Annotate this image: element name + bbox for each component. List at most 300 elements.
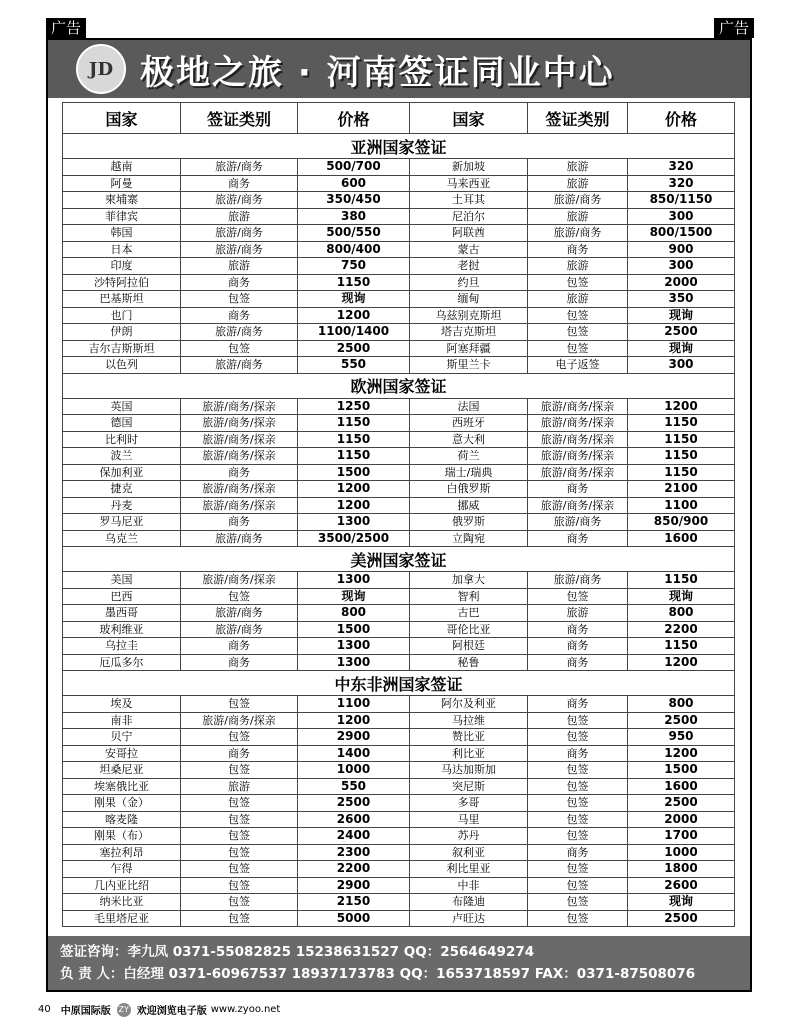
cell-country: 日本: [63, 241, 181, 258]
cell-country: 越南: [63, 159, 181, 176]
cell-country-2: 白俄罗斯: [410, 481, 528, 498]
cell-visa-type-2: 商务: [528, 696, 628, 713]
cell-visa-type-2: 包签: [528, 588, 628, 605]
cell-visa-type-2: 包签: [528, 307, 628, 324]
cell-country: 波兰: [63, 448, 181, 465]
contact-line-inquiry: 签证咨询：李九凤 0371-55082825 15238631527 QQ：2564649274: [60, 944, 535, 960]
cell-price-2: 1700: [628, 828, 735, 845]
cell-country: 坦桑尼亚: [63, 762, 181, 779]
cell-visa-type: 包签: [181, 844, 298, 861]
cell-price-2: 2200: [628, 621, 735, 638]
cell-price-2: 现询: [628, 588, 735, 605]
cell-price-2: 1100: [628, 497, 735, 514]
cell-visa-type: 包签: [181, 729, 298, 746]
cell-price-2: 1150: [628, 638, 735, 655]
header-price: 价格: [298, 103, 410, 134]
cell-visa-type: 旅游/商务: [181, 605, 298, 622]
cell-country: 吉尔吉斯斯坦: [63, 340, 181, 357]
cell-country: 贝宁: [63, 729, 181, 746]
table-row: [63, 745, 735, 762]
contact-line-manager: 负 责 人：白经理 0371-60967537 18937173783 QQ：1653718597 FAX：0371-87508076: [60, 966, 696, 982]
cell-price: 2300: [298, 844, 410, 861]
cell-country: 乌拉圭: [63, 638, 181, 655]
footer-url[interactable]: www.zyoo.net: [210, 1004, 281, 1015]
cell-price-2: 850/1150: [628, 192, 735, 209]
cell-visa-type: 旅游/商务: [181, 324, 298, 341]
page-footer: [38, 1002, 280, 1017]
cell-visa-type: 旅游/商务: [181, 357, 298, 374]
cell-price: 现询: [298, 588, 410, 605]
cell-price-2: 现询: [628, 340, 735, 357]
visa-price-table: [62, 102, 735, 927]
cell-country: 以色列: [63, 357, 181, 374]
cell-price: 2500: [298, 340, 410, 357]
table-row: [63, 588, 735, 605]
cell-price: 750: [298, 258, 410, 275]
cell-price: 500/700: [298, 159, 410, 176]
cell-country-2: 尼泊尔: [410, 208, 528, 225]
cell-visa-type: 商务: [181, 464, 298, 481]
cell-visa-type-2: 商务: [528, 638, 628, 655]
cell-visa-type-2: 旅游/商务: [528, 572, 628, 589]
cell-visa-type: 旅游: [181, 208, 298, 225]
cell-visa-type: 旅游/商务/探亲: [181, 415, 298, 432]
visa-price-table-wrap: [62, 102, 734, 927]
cell-visa-type-2: 包签: [528, 795, 628, 812]
cell-country-2: 塔吉克斯坦: [410, 324, 528, 341]
cell-price-2: 320: [628, 159, 735, 176]
table-row: [63, 729, 735, 746]
cell-visa-type: 旅游/商务: [181, 621, 298, 638]
cell-country: 纳米比亚: [63, 894, 181, 911]
cell-price: 2900: [298, 877, 410, 894]
cell-country-2: 挪威: [410, 497, 528, 514]
cell-country: 菲律宾: [63, 208, 181, 225]
cell-price: 1150: [298, 448, 410, 465]
table-row: [63, 258, 735, 275]
cell-country: 厄瓜多尔: [63, 654, 181, 671]
cell-visa-type: 包签: [181, 828, 298, 845]
cell-price: 1500: [298, 464, 410, 481]
cell-country-2: 智利: [410, 588, 528, 605]
cell-price: 3500/2500: [298, 530, 410, 547]
cell-country: 几内亚比绍: [63, 877, 181, 894]
table-row: [63, 654, 735, 671]
cell-visa-type-2: 旅游/商务/探亲: [528, 464, 628, 481]
cell-country-2: 阿塞拜疆: [410, 340, 528, 357]
contact-bar: [48, 936, 750, 990]
cell-country-2: 立陶宛: [410, 530, 528, 547]
cell-price-2: 1500: [628, 762, 735, 779]
table-row: [63, 398, 735, 415]
cell-price-2: 2500: [628, 795, 735, 812]
cell-price-2: 300: [628, 208, 735, 225]
cell-country-2: 叙利亚: [410, 844, 528, 861]
ad-label-right: 广告: [714, 18, 754, 38]
cell-country-2: 约旦: [410, 274, 528, 291]
cell-price-2: 2000: [628, 811, 735, 828]
cell-visa-type: 旅游: [181, 258, 298, 275]
cell-price: 1200: [298, 307, 410, 324]
cell-country-2: 苏丹: [410, 828, 528, 845]
cell-price: 1200: [298, 497, 410, 514]
cell-visa-type-2: 包签: [528, 861, 628, 878]
cell-visa-type: 商务: [181, 745, 298, 762]
cell-visa-type: 商务: [181, 175, 298, 192]
cell-country-2: 蒙古: [410, 241, 528, 258]
cell-country: 墨西哥: [63, 605, 181, 622]
cell-price: 1150: [298, 415, 410, 432]
cell-price-2: 2500: [628, 910, 735, 927]
cell-visa-type: 旅游/商务: [181, 159, 298, 176]
cell-price-2: 1150: [628, 431, 735, 448]
header-country: 国家: [63, 103, 181, 134]
table-row: [63, 357, 735, 374]
table-row: [63, 307, 735, 324]
table-row: [63, 192, 735, 209]
cell-country-2: 卢旺达: [410, 910, 528, 927]
section-title: 中东非洲国家签证: [63, 671, 735, 696]
cell-price: 2400: [298, 828, 410, 845]
cell-country-2: 阿尔及利亚: [410, 696, 528, 713]
header-country-2: 国家: [410, 103, 528, 134]
cell-price: 550: [298, 778, 410, 795]
cell-country: 也门: [63, 307, 181, 324]
table-row: [63, 225, 735, 242]
cell-price-2: 1800: [628, 861, 735, 878]
table-row: [63, 844, 735, 861]
cell-price: 现询: [298, 291, 410, 308]
cell-country: 刚果（布）: [63, 828, 181, 845]
cell-visa-type-2: 商务: [528, 241, 628, 258]
ad-frame: [46, 38, 752, 992]
cell-country-2: 俄罗斯: [410, 514, 528, 531]
cell-country: 丹麦: [63, 497, 181, 514]
cell-price: 2900: [298, 729, 410, 746]
cell-price: 1300: [298, 638, 410, 655]
cell-price: 380: [298, 208, 410, 225]
cell-country-2: 缅甸: [410, 291, 528, 308]
cell-price-2: 1150: [628, 572, 735, 589]
cell-price-2: 800: [628, 696, 735, 713]
section-title: 欧洲国家签证: [63, 373, 735, 398]
table-row: [63, 291, 735, 308]
cell-price-2: 1000: [628, 844, 735, 861]
cell-visa-type-2: 商务: [528, 654, 628, 671]
cell-visa-type: 商务: [181, 638, 298, 655]
cell-country: 韩国: [63, 225, 181, 242]
publication-badge-icon: ZY: [117, 1003, 131, 1017]
cell-country-2: 秘鲁: [410, 654, 528, 671]
table-row: [63, 795, 735, 812]
cell-visa-type-2: 包签: [528, 910, 628, 927]
table-row: [63, 572, 735, 589]
cell-visa-type: 旅游/商务/探亲: [181, 448, 298, 465]
cell-visa-type-2: 旅游/商务: [528, 225, 628, 242]
table-row: [63, 241, 735, 258]
table-row: [63, 712, 735, 729]
cell-price: 1000: [298, 762, 410, 779]
section-title-row: [63, 671, 735, 696]
table-row: [63, 696, 735, 713]
cell-country-2: 马来西亚: [410, 175, 528, 192]
cell-price: 800: [298, 605, 410, 622]
cell-price-2: 2000: [628, 274, 735, 291]
cell-visa-type-2: 旅游: [528, 159, 628, 176]
cell-price-2: 2500: [628, 712, 735, 729]
table-row: [63, 605, 735, 622]
cell-price-2: 800: [628, 605, 735, 622]
table-row: [63, 497, 735, 514]
cell-country-2: 中非: [410, 877, 528, 894]
publication-name: 中原国际版: [60, 1006, 111, 1017]
cell-visa-type: 包签: [181, 910, 298, 927]
ad-label-left: 广告: [46, 18, 86, 38]
cell-price: 1250: [298, 398, 410, 415]
cell-visa-type-2: 包签: [528, 340, 628, 357]
cell-price-2: 300: [628, 357, 735, 374]
cell-price-2: 900: [628, 241, 735, 258]
cell-price-2: 1200: [628, 398, 735, 415]
cell-price: 1300: [298, 572, 410, 589]
cell-price-2: 2100: [628, 481, 735, 498]
cell-visa-type-2: 电子返签: [528, 357, 628, 374]
section-title: 亚洲国家签证: [63, 134, 735, 159]
table-row: [63, 481, 735, 498]
table-row: [63, 324, 735, 341]
cell-visa-type: 包签: [181, 291, 298, 308]
cell-country-2: 瑞士/瑞典: [410, 464, 528, 481]
cell-visa-type: 旅游/商务/探亲: [181, 572, 298, 589]
cell-price-2: 320: [628, 175, 735, 192]
cell-price: 350/450: [298, 192, 410, 209]
cell-country-2: 阿联酋: [410, 225, 528, 242]
cell-visa-type-2: 旅游/商务: [528, 514, 628, 531]
cell-country-2: 布隆迪: [410, 894, 528, 911]
cell-visa-type: 商务: [181, 307, 298, 324]
cell-visa-type-2: 旅游: [528, 291, 628, 308]
cell-country-2: 斯里兰卡: [410, 357, 528, 374]
cell-country: 印度: [63, 258, 181, 275]
table-header-row: [63, 103, 735, 134]
cell-visa-type-2: 旅游/商务/探亲: [528, 398, 628, 415]
cell-country-2: 西班牙: [410, 415, 528, 432]
table-row: [63, 431, 735, 448]
cell-price: 2150: [298, 894, 410, 911]
section-title-row: [63, 134, 735, 159]
table-row: [63, 910, 735, 927]
cell-country: 巴基斯坦: [63, 291, 181, 308]
cell-price-2: 现询: [628, 307, 735, 324]
header-visa-type: 签证类别: [181, 103, 298, 134]
cell-price: 2500: [298, 795, 410, 812]
cell-price-2: 1600: [628, 778, 735, 795]
table-row: [63, 621, 735, 638]
cell-country: 保加利亚: [63, 464, 181, 481]
cell-country-2: 多哥: [410, 795, 528, 812]
cell-visa-type-2: 旅游/商务/探亲: [528, 448, 628, 465]
section-title-row: [63, 373, 735, 398]
cell-country: 埃及: [63, 696, 181, 713]
table-row: [63, 208, 735, 225]
cell-price-2: 350: [628, 291, 735, 308]
cell-country: 塞拉利昂: [63, 844, 181, 861]
cell-country-2: 新加坡: [410, 159, 528, 176]
cell-price-2: 300: [628, 258, 735, 275]
cell-price-2: 1200: [628, 745, 735, 762]
table-row: [63, 514, 735, 531]
table-row: [63, 448, 735, 465]
cell-price-2: 2500: [628, 324, 735, 341]
cell-country-2: 哥伦比亚: [410, 621, 528, 638]
cell-price-2: 1150: [628, 448, 735, 465]
cell-price-2: 950: [628, 729, 735, 746]
table-row: [63, 340, 735, 357]
cell-visa-type-2: 商务: [528, 745, 628, 762]
cell-country-2: 阿根廷: [410, 638, 528, 655]
cell-visa-type-2: 包签: [528, 274, 628, 291]
cell-price-2: 850/900: [628, 514, 735, 531]
cell-country-2: 加拿大: [410, 572, 528, 589]
cell-price: 5000: [298, 910, 410, 927]
cell-price: 1300: [298, 514, 410, 531]
cell-country-2: 马拉维: [410, 712, 528, 729]
table-row: [63, 894, 735, 911]
cell-visa-type: 旅游/商务/探亲: [181, 497, 298, 514]
cell-price-2: 现询: [628, 894, 735, 911]
cell-visa-type-2: 包签: [528, 811, 628, 828]
cell-price: 1500: [298, 621, 410, 638]
cell-visa-type: 包签: [181, 894, 298, 911]
table-row: [63, 877, 735, 894]
cell-country: 乌克兰: [63, 530, 181, 547]
table-row: [63, 530, 735, 547]
header-price-2: 价格: [628, 103, 735, 134]
cell-price: 1150: [298, 431, 410, 448]
table-row: [63, 159, 735, 176]
cell-price: 550: [298, 357, 410, 374]
cell-country-2: 乌兹别克斯坦: [410, 307, 528, 324]
cell-visa-type-2: 包签: [528, 729, 628, 746]
cell-country-2: 利比里亚: [410, 861, 528, 878]
cell-price-2: 2600: [628, 877, 735, 894]
cell-country: 沙特阿拉伯: [63, 274, 181, 291]
cell-visa-type: 包签: [181, 861, 298, 878]
cell-country: 乍得: [63, 861, 181, 878]
table-row: [63, 828, 735, 845]
cell-price: 2600: [298, 811, 410, 828]
banner: [48, 40, 750, 98]
cell-visa-type-2: 商务: [528, 530, 628, 547]
cell-visa-type: 旅游/商务/探亲: [181, 712, 298, 729]
cell-country: 喀麦隆: [63, 811, 181, 828]
cell-country-2: 荷兰: [410, 448, 528, 465]
cell-visa-type-2: 包签: [528, 877, 628, 894]
cell-price: 2200: [298, 861, 410, 878]
cell-country-2: 古巴: [410, 605, 528, 622]
cell-visa-type-2: 包签: [528, 712, 628, 729]
cell-visa-type: 旅游/商务: [181, 241, 298, 258]
cell-price: 1100: [298, 696, 410, 713]
cell-visa-type-2: 商务: [528, 481, 628, 498]
cell-visa-type: 旅游/商务: [181, 530, 298, 547]
cell-country: 柬埔寨: [63, 192, 181, 209]
cell-visa-type: 商务: [181, 274, 298, 291]
cell-country-2: 马达加斯加: [410, 762, 528, 779]
table-row: [63, 778, 735, 795]
table-body: [63, 134, 735, 927]
cell-country-2: 利比亚: [410, 745, 528, 762]
cell-visa-type-2: 旅游: [528, 208, 628, 225]
cell-price: 1200: [298, 481, 410, 498]
cell-price: 600: [298, 175, 410, 192]
table-row: [63, 415, 735, 432]
header-visa-type-2: 签证类别: [528, 103, 628, 134]
cell-price: 500/550: [298, 225, 410, 242]
cell-visa-type-2: 商务: [528, 844, 628, 861]
footer-slogan: 欢迎浏览电子版: [136, 1006, 207, 1017]
banner-title: 极地之旅 · 河南签证同业中心: [140, 52, 615, 93]
cell-visa-type: 包签: [181, 811, 298, 828]
table-row: [63, 274, 735, 291]
cell-visa-type: 旅游/商务: [181, 225, 298, 242]
cell-country: 英国: [63, 398, 181, 415]
cell-country: 德国: [63, 415, 181, 432]
cell-country: 刚果（金）: [63, 795, 181, 812]
cell-country-2: 赞比亚: [410, 729, 528, 746]
cell-country: 捷克: [63, 481, 181, 498]
page-number: 40: [38, 1004, 51, 1015]
cell-visa-type-2: 旅游/商务/探亲: [528, 415, 628, 432]
cell-visa-type: 旅游/商务: [181, 192, 298, 209]
cell-country-2: 意大利: [410, 431, 528, 448]
cell-visa-type-2: 旅游/商务/探亲: [528, 431, 628, 448]
cell-country: 伊朗: [63, 324, 181, 341]
cell-price: 1200: [298, 712, 410, 729]
cell-country: 安哥拉: [63, 745, 181, 762]
cell-visa-type-2: 旅游: [528, 605, 628, 622]
cell-visa-type: 包签: [181, 762, 298, 779]
cell-visa-type-2: 旅游/商务: [528, 192, 628, 209]
cell-visa-type-2: 旅游: [528, 175, 628, 192]
cell-visa-type: 包签: [181, 877, 298, 894]
cell-visa-type-2: 包签: [528, 894, 628, 911]
cell-visa-type-2: 包签: [528, 828, 628, 845]
cell-price-2: 1150: [628, 464, 735, 481]
cell-visa-type: 旅游/商务/探亲: [181, 398, 298, 415]
cell-visa-type-2: 旅游/商务/探亲: [528, 497, 628, 514]
company-logo: JD: [76, 44, 126, 94]
cell-country-2: 老挝: [410, 258, 528, 275]
cell-visa-type-2: 包签: [528, 778, 628, 795]
cell-visa-type-2: 旅游: [528, 258, 628, 275]
cell-visa-type: 旅游: [181, 778, 298, 795]
cell-visa-type-2: 包签: [528, 324, 628, 341]
table-row: [63, 762, 735, 779]
cell-price-2: 1200: [628, 654, 735, 671]
cell-country: 埃塞俄比亚: [63, 778, 181, 795]
cell-price-2: 1150: [628, 415, 735, 432]
cell-country: 罗马尼亚: [63, 514, 181, 531]
cell-country: 美国: [63, 572, 181, 589]
cell-visa-type-2: 包签: [528, 762, 628, 779]
cell-price-2: 1600: [628, 530, 735, 547]
cell-price-2: 800/1500: [628, 225, 735, 242]
cell-price: 800/400: [298, 241, 410, 258]
cell-visa-type: 包签: [181, 795, 298, 812]
table-row: [63, 861, 735, 878]
section-title: 美洲国家签证: [63, 547, 735, 572]
